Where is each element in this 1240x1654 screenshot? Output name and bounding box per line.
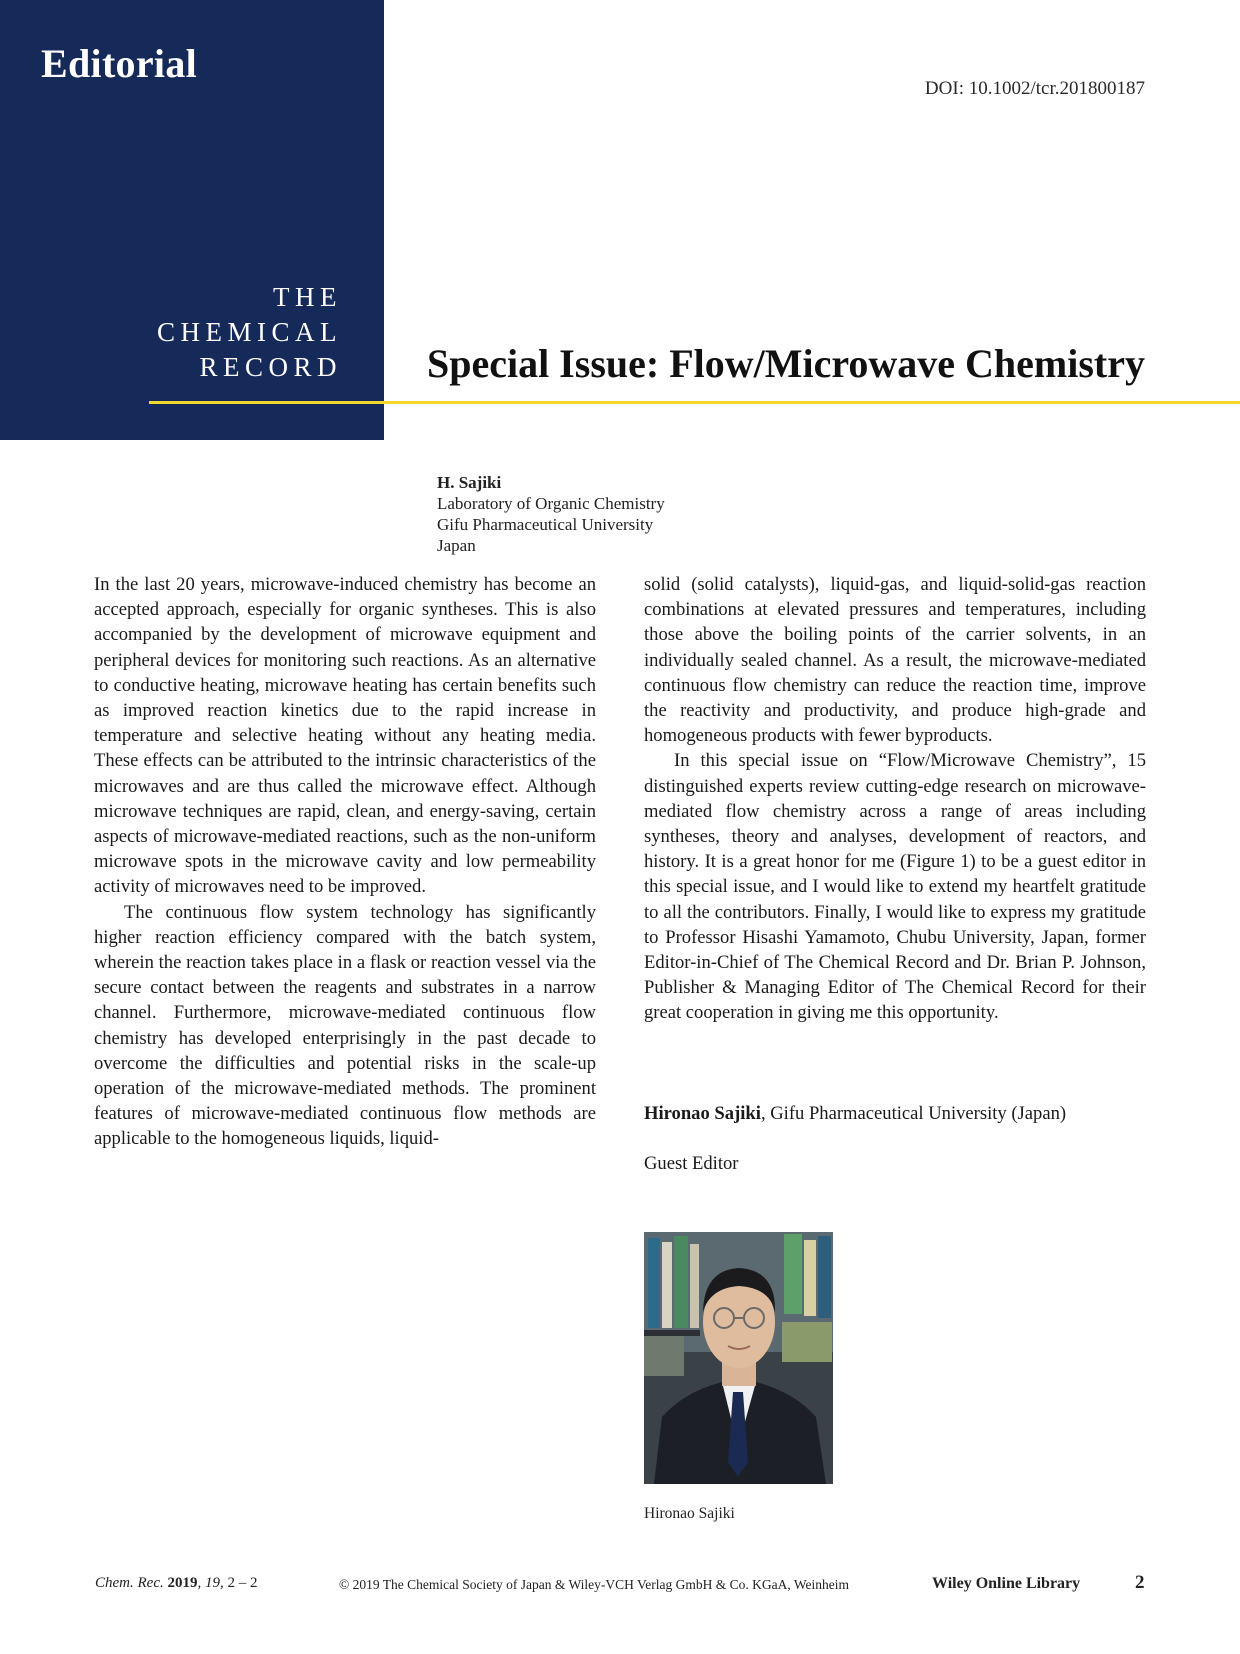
doi-link[interactable]: DOI: 10.1002/tcr.201800187 [924, 78, 1145, 99]
footer-library-link[interactable]: Wiley Online Library [932, 1575, 1081, 1592]
journal-name-line: THE [273, 282, 342, 312]
journal-name [110, 280, 342, 385]
body-column-right [644, 572, 1146, 1026]
author-name: H. Sajiki [437, 473, 502, 492]
section-label: Editorial [41, 41, 198, 86]
author-photo [644, 1232, 833, 1484]
signature-affiliation: , Gifu Pharmaceutical University (Japan) [760, 1103, 1067, 1124]
header-navy-block [0, 0, 384, 440]
journal-name-line: CHEMICAL [157, 317, 342, 347]
footer-journal-abbrev: Chem. Rec. [95, 1575, 164, 1591]
body-column-left [94, 572, 596, 1152]
article-title: Special Issue: Flow/Microwave Chemistry [426, 341, 1145, 386]
signature [644, 1101, 1066, 1126]
footer-copyright: © 2019 The Chemical Society of Japan & Wiley-VCH Verlag GmbH & Co. KGaA, Weinheim [339, 1577, 850, 1592]
author-affiliation-line: Japan [437, 536, 476, 555]
footer-pages: , 2 – 2 [219, 1575, 258, 1591]
body-paragraph: In the last 20 years, microwave-induced chemistry has become an accepted approach, especially for organic syntheses. This is also accompanied by the development of microwave equipment and peripheral devices for monitoring such reactions. As an alternative to conductive heating, microwave heating has certain benefits such as improved reaction kinetics due to the rapid increase in temperature and selective heating without any heating media. These effects can be attributed to the intrinsic characteristics of the microwaves and are thus called the microwave effect. Although microwave techniques are rapid, clean, and energy-saving, certain aspects of microwave-mediated reactions, such as the non-uniform microwave spots in the microwave cavity and low permeability activity of microwaves need to be improved. [94, 574, 596, 898]
footer-year: 2019 [167, 1575, 198, 1591]
journal-name-line: RECORD [199, 352, 342, 382]
signature-role: Guest Editor [644, 1153, 739, 1174]
body-paragraph: solid (solid catalysts), liquid-gas, and liquid-solid-gas reaction combinations at elevated pressures and temperatures, including those above the boiling points of the carrier solvents, in an individually sealed channel. As a result, the microwave-mediated continuous flow chemistry can reduce the reaction time, improve the reactivity and productivity, and produce high-grade and homogeneous products with fewer byproducts. [644, 574, 1146, 747]
footer-volume: 19 [204, 1575, 220, 1591]
footer-citation: Chem. Rec. 2019, 19, 2 – 2 [95, 1575, 258, 1591]
photo-caption: Hironao Sajiki [644, 1505, 735, 1522]
footer-page-number: 2 [1135, 1572, 1145, 1593]
author-block [437, 472, 665, 556]
author-affiliation-line: Gifu Pharmaceutical University [437, 515, 654, 534]
portrait-image [644, 1232, 833, 1484]
signature-name: Hironao Sajiki [644, 1103, 761, 1124]
author-affiliation-line: Laboratory of Organic Chemistry [437, 494, 665, 513]
body-paragraph: The continuous flow system technology has significantly higher reaction efficiency compared with the batch system, wherein the reaction takes place in a flask or reaction vessel via the secure contact between the reagents and substrates in a narrow channel. Furthermore, microwave-mediated continuous flow chemistry has developed enterprisingly in the past decade to overcome the difficulties and potential risks in the scale-up operation of the microwave-mediated methods. The prominent features of microwave-mediated continuous flow methods are applicable to the homogeneous liquids, liquid- [94, 901, 596, 1150]
body-paragraph: In this special issue on “Flow/Microwave Chemistry”, 15 distinguished experts review cutting-edge research on microwave-mediated flow chemistry across a range of areas including syntheses, theory and analyses, development of reactors, and history. It is a great honor for me (Figure 1) to be a guest editor in this special issue, and I would like to extend my heartfelt gratitude to all the contributors. Finally, I would like to express my gratitude to Professor Hisashi Yamamoto, Chubu University, Japan, former Editor-in-Chief of The Chemical Record and Dr. Brian P. Johnson, Publisher & Managing Editor of The Chemical Record for their great cooperation in giving me this opportunity. [644, 750, 1146, 1024]
title-rule [149, 401, 1240, 404]
